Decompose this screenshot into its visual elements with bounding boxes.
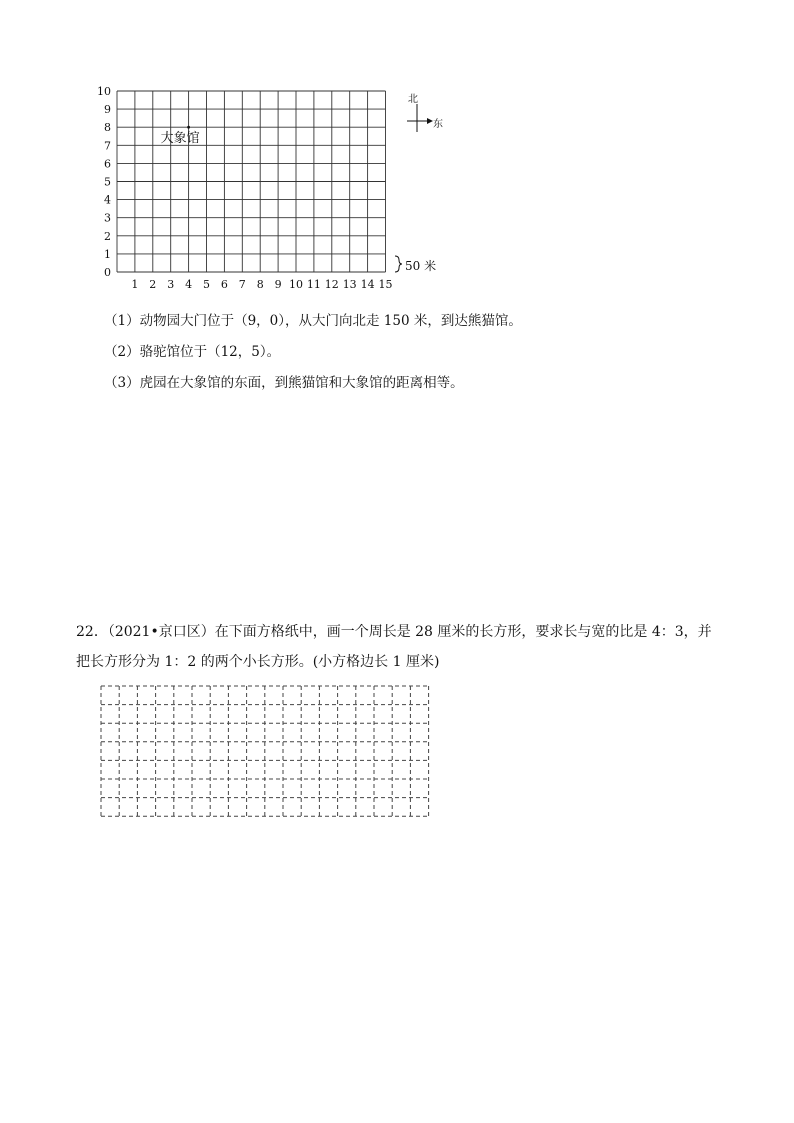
x-tick-label: 3: [167, 278, 175, 291]
scale-label: 50 米: [405, 259, 437, 273]
x-tick-label: 4: [185, 278, 193, 291]
scale-indicator: [395, 256, 436, 273]
question-3: （3）虎园在大象馆的东面，到熊猫馆和大象馆的距离相等。: [104, 375, 464, 391]
elephant-house-marker: [161, 126, 200, 146]
x-tick-label: 6: [220, 278, 228, 291]
x-axis-labels: [131, 278, 392, 291]
y-tick-label: 10: [97, 85, 111, 98]
x-tick-label: 5: [203, 278, 210, 291]
y-tick-label: 3: [104, 211, 111, 225]
x-tick-label: 15: [378, 278, 393, 291]
dashed-square-grid: [100, 684, 430, 818]
x-tick-label: 1: [131, 278, 139, 291]
x-tick-label: 8: [256, 278, 264, 291]
x-tick-label: 13: [342, 278, 357, 291]
x-tick-label: 10: [289, 278, 303, 291]
problem-22-line-1: 22．（2021•京口区）在下面方格纸中，画一个周长是 28 厘米的长方形，要求长与宽的比是 4：3，并: [76, 624, 712, 640]
grid-lines: [117, 91, 386, 272]
question-2: （2）骆驼馆位于（12，5）。: [104, 344, 281, 360]
y-tick-label: 5: [104, 175, 111, 189]
y-tick-label: 6: [104, 157, 111, 171]
elephant-house-label: 大象馆: [160, 131, 200, 147]
problem-22-line-2: 把长方形分为 1：2 的两个小长方形。(小方格边长 1 厘米): [76, 654, 440, 670]
compass-icon: [407, 93, 443, 132]
question-1: （1）动物园大门位于（9，0），从大门向北走 150 米，到达熊猫馆。: [104, 313, 522, 329]
x-tick-label: 11: [306, 278, 321, 291]
y-tick-label: 8: [104, 121, 111, 135]
y-tick-label: 7: [104, 139, 111, 153]
x-tick-label: 12: [324, 278, 339, 291]
y-tick-label: 4: [104, 193, 111, 207]
coordinate-grid: [90, 82, 450, 294]
x-tick-label: 7: [238, 278, 246, 291]
x-tick-label: 14: [360, 278, 375, 291]
x-tick-label: 2: [149, 278, 157, 291]
compass-east-label: 东: [433, 119, 443, 130]
y-tick-label: 2: [104, 229, 111, 243]
y-tick-label: 9: [104, 103, 111, 117]
compass-north-label: 北: [408, 94, 418, 105]
y-axis-labels: [97, 85, 111, 279]
y-tick-label: 1: [104, 247, 111, 261]
x-tick-label: 9: [274, 278, 282, 291]
y-tick-label: 0: [104, 266, 111, 279]
